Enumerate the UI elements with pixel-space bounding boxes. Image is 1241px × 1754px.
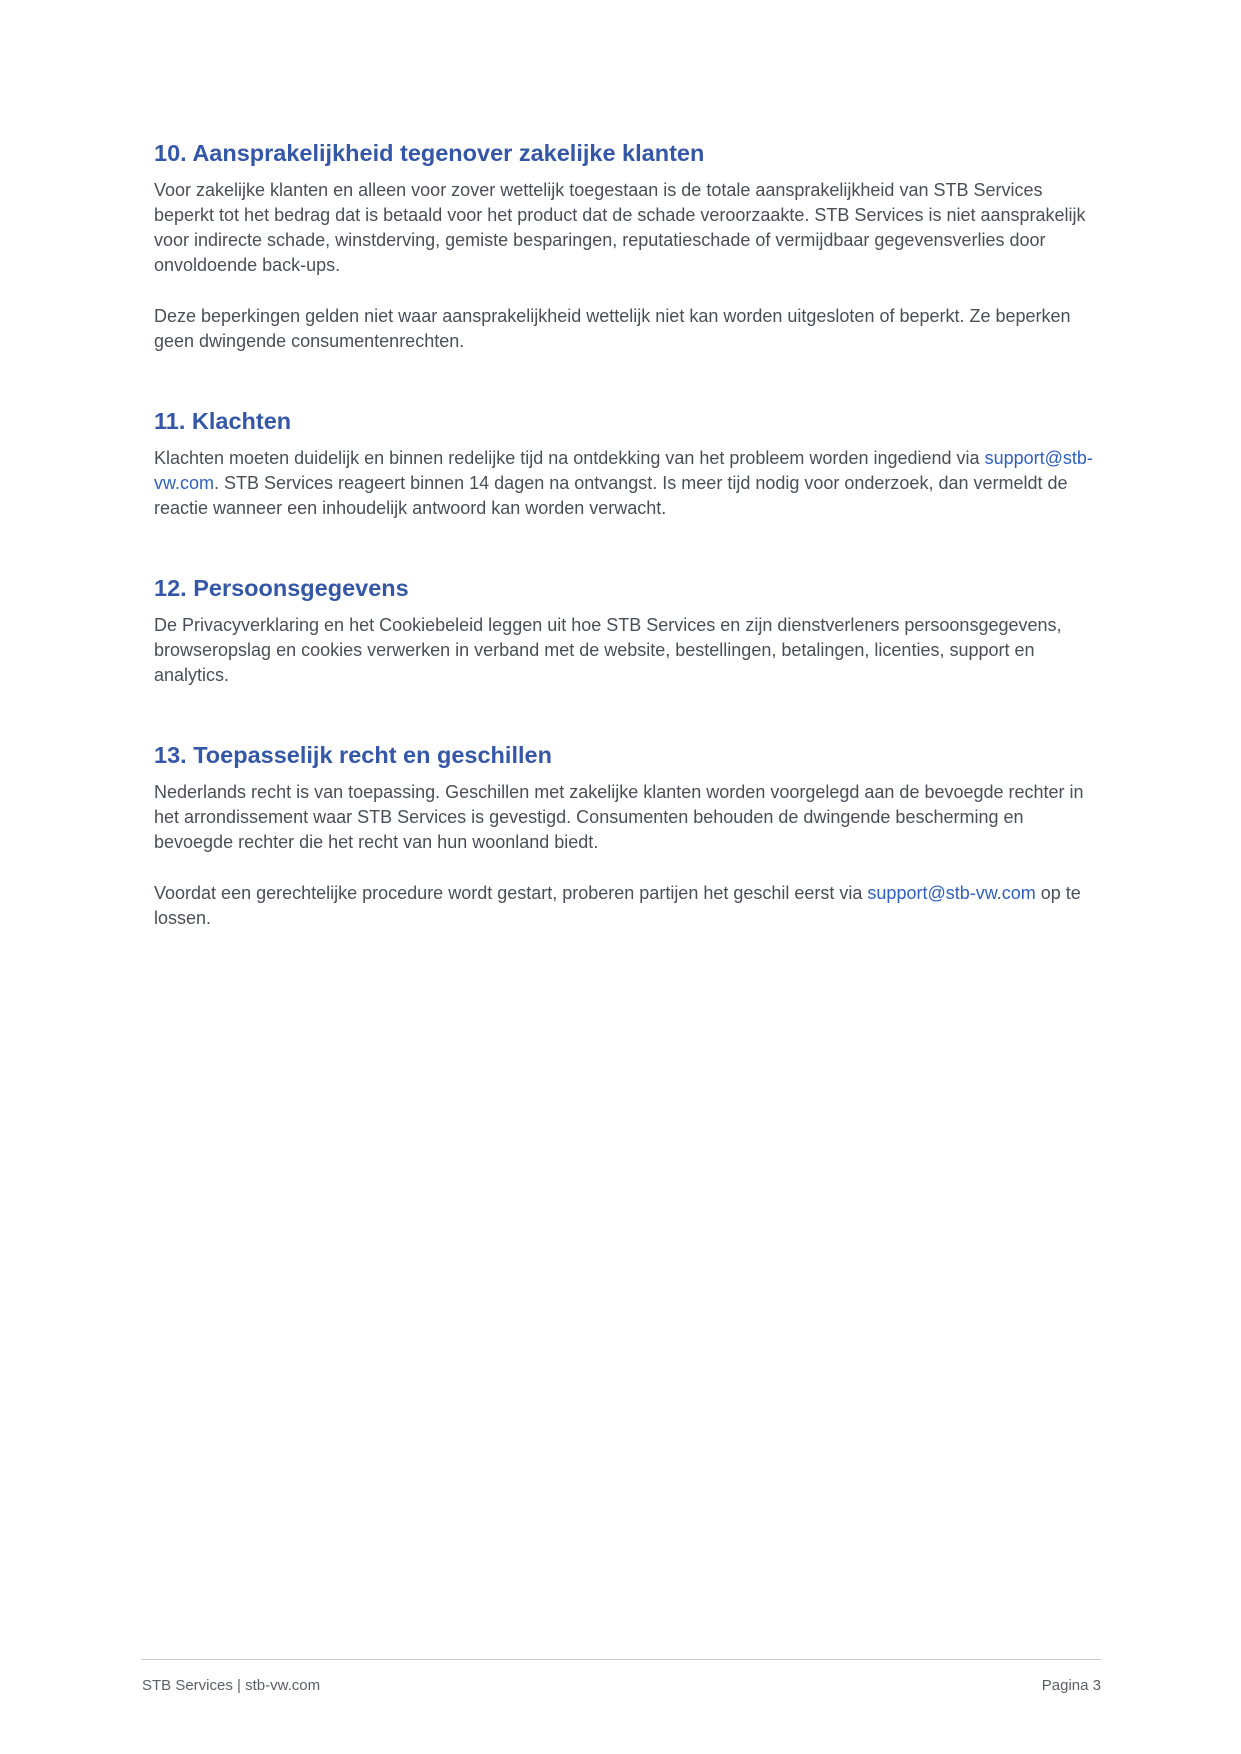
- section-paragraph: De Privacyverklaring en het Cookiebeleid leggen uit hoe STB Services en zijn dienstverleners persoonsgegevens, browseropslag en cookies verwerken in verband met de website, bestellingen, betalingen, licenties, support en analytics.: [154, 615, 1062, 685]
- section-complaints: [154, 406, 1094, 521]
- section-paragraph: [154, 446, 1094, 521]
- section-paragraph: Deze beperkingen gelden niet waar aansprakelijkheid wettelijk niet kan worden uitgesloten of beperkt. Ze beperken geen dwingende consumentenrechten.: [154, 306, 1071, 351]
- section-liability: [154, 138, 1094, 354]
- section-applicable-law: [154, 740, 1094, 931]
- footer-divider: [142, 1659, 1101, 1660]
- paragraph-text: Klachten moeten duidelijk en binnen redelijke tijd na ontdekking van het probleem worden ingediend via: [154, 448, 985, 468]
- footer-page-number: Pagina 3: [1041, 1677, 1101, 1694]
- section-paragraph: [154, 881, 1094, 931]
- section-personal-data: [154, 573, 1094, 688]
- section-paragraph: Nederlands recht is van toepassing. Geschillen met zakelijke klanten worden voorgelegd aan de bevoegde rechter in het arrondissement waar STB Services is gevestigd. Consumenten behouden de dwingende bescherming en bevoegde rechter die het recht van hun woonland biedt.: [154, 782, 1084, 852]
- paragraph-text: . STB Services reageert binnen 14 dagen na ontvangst. Is meer tijd nodig voor onderzoek, dan vermeldt de reactie wanneer een inhoudelijk antwoord kan worden verwacht.: [154, 473, 1068, 518]
- document-body: [154, 138, 1094, 983]
- paragraph-text: op te lossen.: [154, 883, 1081, 928]
- section-heading: 12. Persoonsgegevens: [154, 575, 409, 601]
- paragraph-text: Voordat een gerechtelijke procedure wordt gestart, proberen partijen het geschil eerst via: [154, 883, 868, 903]
- support-email-link[interactable]: support@stb-vw.com: [154, 448, 1093, 493]
- support-email-link[interactable]: support@stb-vw.com: [867, 883, 1036, 903]
- section-heading: 11. Klachten: [154, 408, 292, 434]
- section-heading: 13. Toepasselijk recht en geschillen: [154, 742, 552, 768]
- section-heading: 10. Aansprakelijkheid tegenover zakelijke klanten: [154, 140, 705, 166]
- footer-company: STB Services | stb-vw.com: [142, 1677, 321, 1694]
- section-paragraph: Voor zakelijke klanten en alleen voor zover wettelijk toegestaan is de totale aansprakelijkheid van STB Services beperkt tot het bedrag dat is betaald voor het product dat de schade veroorzaakte. STB Services is niet aansprakelijk voor indirecte schade, winstderving, gemiste besparingen, reputatieschade of vermijdbaar gegevensverlies door onvoldoende back-ups.: [154, 180, 1086, 275]
